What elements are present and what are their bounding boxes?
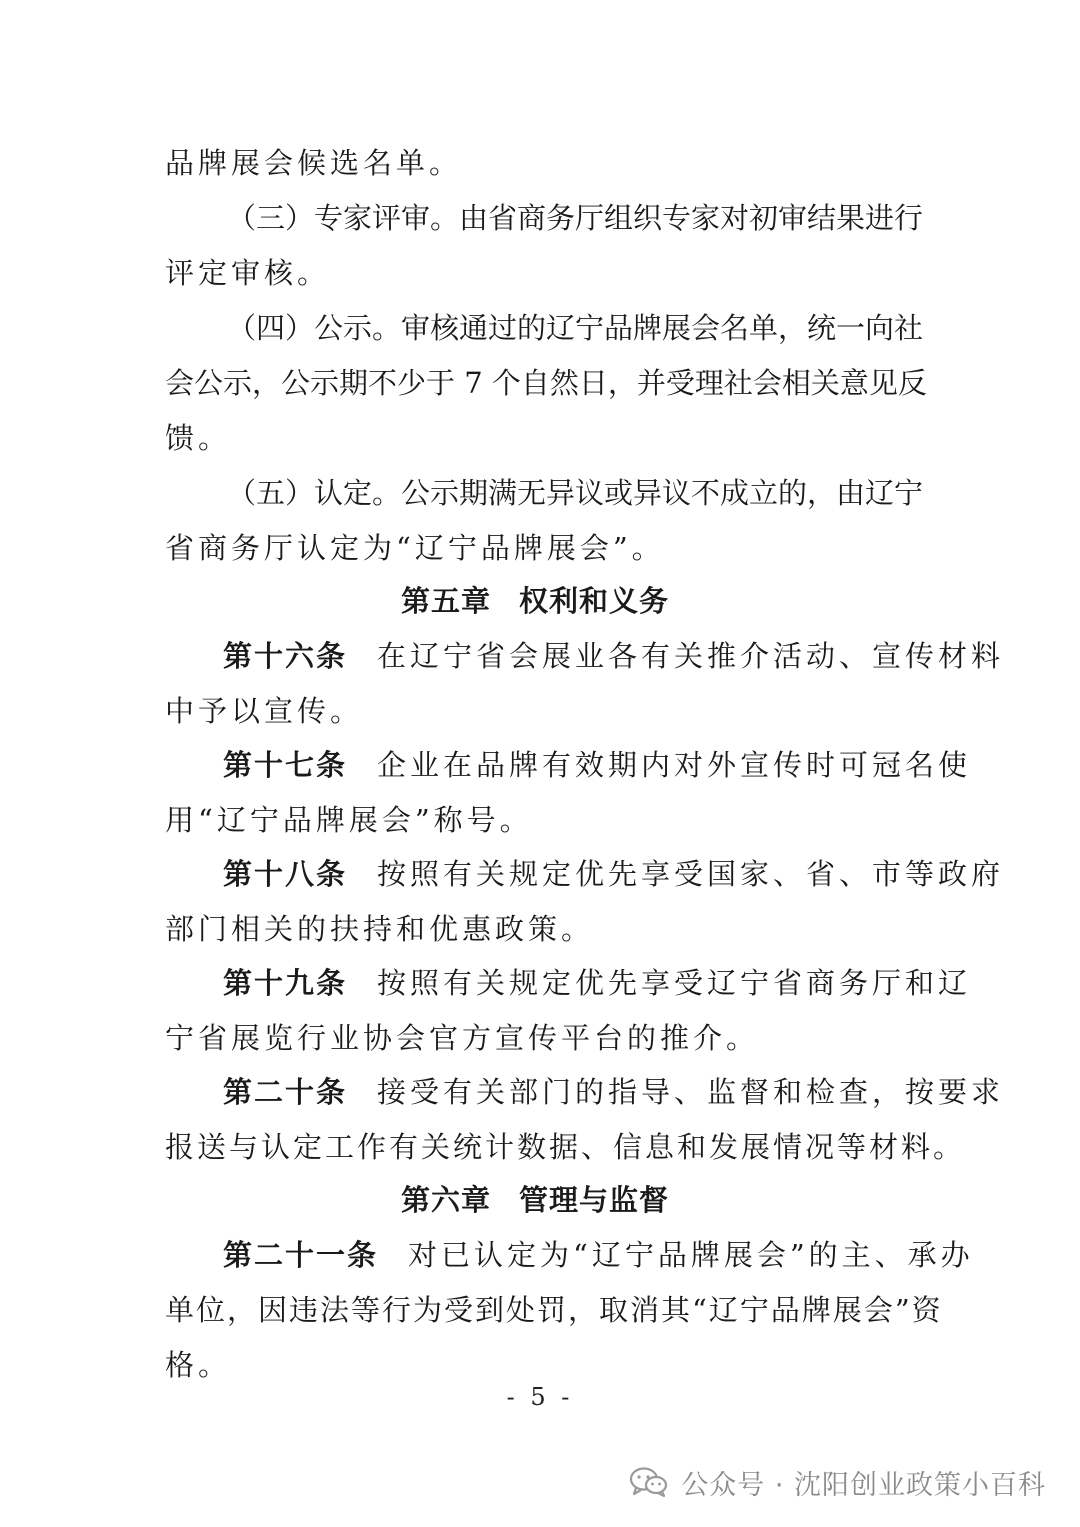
article-label: 第二十条 [223, 1075, 348, 1109]
article-text: 企业在品牌有效期内对外宣传时可冠名使 [377, 748, 972, 782]
article-text: 按照有关规定优先享受国家、省、市等政府 [377, 857, 1005, 891]
article-first-line [223, 854, 1005, 894]
text-line: （三）专家评审。由省商务厅组织专家对初审结果进行 [227, 201, 924, 235]
article-first-line [223, 745, 972, 785]
chapter-heading [165, 581, 905, 621]
article-first-line [223, 1235, 974, 1275]
article-text: 按照有关规定优先享受辽宁省商务厅和辽 [377, 966, 972, 1000]
chapter-title: 管理与监督 [519, 1183, 670, 1217]
chapter-heading [165, 1180, 905, 1220]
watermark-text: 公众号 · 沈阳创业政策小百科 [681, 1469, 1046, 1501]
text-line: 会公示，公示期不少于 7 个自然日，并受理社会相关意见反 [165, 366, 927, 400]
text-line: 省商务厅认定为“辽宁品牌展会”。 [165, 531, 665, 565]
text-line: （四）公示。审核通过的辽宁品牌展会名单，统一向社 [227, 311, 924, 345]
article-first-line [223, 963, 972, 1003]
text-line: 宁省展览行业协会官方宣传平台的推介。 [165, 1021, 760, 1055]
article-first-line [223, 636, 1005, 676]
wechat-icon [629, 1466, 669, 1498]
text-line: 中予以宣传。 [165, 694, 364, 728]
chapter-number: 第六章 [400, 1183, 491, 1217]
text-line: 单位，因违法等行为受到处罚，取消其“辽宁品牌展会”资 [165, 1293, 943, 1327]
watermark [629, 1462, 1046, 1502]
text-line: 格。 [165, 1348, 232, 1382]
article-label: 第十六条 [223, 639, 348, 673]
text-line: 馈。 [165, 421, 232, 455]
article-label: 第二十一条 [223, 1238, 379, 1272]
text-line: （五）认定。公示期满无异议或异议不成立的，由辽宁 [227, 476, 924, 510]
text-line: 品牌展会候选名单。 [165, 146, 463, 180]
article-text: 接受有关部门的指导、监督和检查，按要求 [377, 1075, 1005, 1109]
chapter-title: 权利和义务 [519, 584, 670, 618]
article-text: 在辽宁省会展业各有关推介活动、宣传材料 [377, 639, 1005, 673]
text-line: 报送与认定工作有关统计数据、信息和发展情况等材料。 [165, 1130, 966, 1164]
article-first-line [223, 1072, 1005, 1112]
chapter-number: 第五章 [400, 584, 491, 618]
text-line: 部门相关的扶持和优惠政策。 [165, 912, 595, 946]
article-label: 第十七条 [223, 748, 348, 782]
article-text: 对已认定为“辽宁品牌展会”的主、承办 [408, 1238, 974, 1272]
page-number: - 5 - [506, 1383, 574, 1411]
text-line: 用“辽宁品牌展会”称号。 [165, 803, 533, 837]
text-line: 评定审核。 [165, 256, 331, 290]
article-label: 第十八条 [223, 857, 348, 891]
article-label: 第十九条 [223, 966, 348, 1000]
